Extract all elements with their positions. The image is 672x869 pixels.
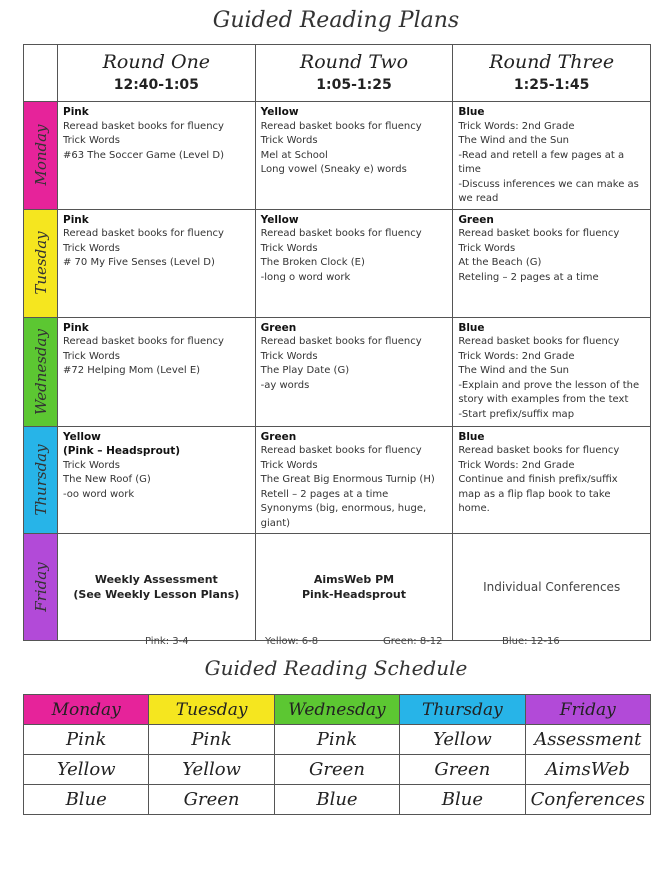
schedule-cell: Assessment — [525, 725, 650, 755]
schedule-cell: Blue — [24, 785, 149, 815]
plan-line: home. — [458, 503, 490, 514]
day-label: Tuesday — [31, 231, 50, 295]
day-label: Monday — [31, 124, 50, 186]
reading-group: Pink — [63, 213, 89, 226]
level-range: Green: 8-12 — [383, 636, 443, 647]
plan-line: The Great Big Enormous Turnip (H) — [260, 474, 435, 485]
schedule-day-header: Wednesday — [274, 695, 399, 725]
plan-cell — [255, 102, 453, 210]
reading-group: Green — [260, 430, 297, 443]
plan-line: Reread basket books for fluency — [63, 120, 224, 132]
friday-line: AimsWeb PM — [313, 573, 395, 586]
plan-cell — [255, 317, 453, 426]
plan-line: At the Beach (G) — [458, 257, 542, 268]
plan-line: story with examples from the text — [458, 394, 629, 405]
plan-cell — [58, 209, 256, 317]
plan-line: Reread basket books for fluency — [458, 228, 620, 239]
plan-line: The Wind and the Sun — [458, 135, 570, 146]
plan-line: Reteling – 2 pages at a time — [458, 271, 599, 283]
schedule-cell: Pink — [149, 725, 274, 755]
schedule-cell: Pink — [274, 725, 399, 755]
friday-line: Individual Conferences — [483, 580, 621, 594]
plan-line: The Play Date (G) — [260, 365, 350, 376]
day-label-cell — [24, 102, 58, 210]
reading-group-note: (Pink – Headsprout) — [63, 445, 181, 457]
plan-line: The New Roof (G) — [63, 474, 151, 485]
day-label: Thursday — [31, 444, 50, 516]
reading-group: Pink — [63, 321, 89, 334]
reading-group: Yellow — [260, 213, 299, 226]
day-label-cell — [24, 317, 58, 426]
rounds-header-row — [24, 45, 651, 102]
plan-line: Long vowel (Sneaky e) words — [260, 164, 407, 175]
day-label: Friday — [31, 562, 50, 612]
reading-group: Blue — [458, 321, 485, 334]
plan-line: map as a flip flap book to take — [458, 488, 611, 500]
round-time: 12:40-1:05 — [113, 77, 199, 93]
day-row-friday — [24, 534, 651, 641]
schedule-row — [24, 755, 651, 785]
schedule-header-row — [24, 695, 651, 725]
plan-line: Trick Words — [260, 350, 318, 362]
plan-line: Trick Words — [63, 135, 120, 146]
plan-line: Reread basket books for fluency — [260, 120, 422, 132]
plan-line: Retell – 2 pages at a time — [260, 488, 389, 500]
schedule-cell: Blue — [400, 785, 525, 815]
round-time: 1:05-1:25 — [316, 77, 392, 93]
plan-cell — [58, 102, 256, 210]
reading-group: Yellow — [260, 106, 299, 118]
plan-line: Trick Words — [260, 135, 318, 146]
plan-line: Trick Words — [260, 242, 318, 254]
day-label-cell — [24, 534, 58, 641]
plan-line: -Start prefix/suffix map — [458, 408, 575, 420]
level-range: Pink: 3-4 — [145, 636, 189, 647]
plans-table — [23, 44, 651, 641]
schedule-row — [24, 725, 651, 755]
friday-line: Pink-Headsprout — [301, 588, 406, 601]
plan-line: -Read and retell a few pages at a time — [458, 149, 625, 175]
plan-line: Trick Words — [63, 350, 120, 362]
plan-line: Trick Words: 2nd Grade — [458, 459, 575, 471]
schedule-cell: Green — [149, 785, 274, 815]
plan-line: Reread basket books for fluency — [260, 228, 422, 239]
level-range: Blue: 12-16 — [502, 636, 560, 647]
reading-group: Pink — [63, 106, 89, 118]
plan-line: Trick Words: 2nd Grade — [458, 120, 575, 132]
plan-line: -oo word work — [63, 488, 135, 500]
schedule-day-header: Friday — [525, 695, 650, 725]
schedule-day-header: Tuesday — [149, 695, 274, 725]
day-row-wednesday — [24, 317, 651, 426]
plan-line: -Discuss inferences we can make as — [458, 178, 639, 190]
plan-line: The Broken Clock (E) — [260, 257, 365, 268]
schedule-cell: Conferences — [525, 785, 650, 815]
round-name: Round Three — [489, 51, 615, 73]
schedule-cell: Pink — [24, 725, 149, 755]
friday-line: Weekly Assessment — [94, 573, 218, 586]
plan-line: Continue and finish prefix/suffix — [458, 474, 618, 485]
plan-cell — [255, 426, 453, 534]
plan-line: Synonyms (big, enormous, huge, giant) — [260, 503, 427, 529]
plan-line: we read — [458, 193, 499, 204]
day-row-tuesday — [24, 209, 651, 317]
plan-cell — [58, 317, 256, 426]
plan-line: Reread basket books for fluency — [260, 445, 422, 456]
plan-cell — [453, 317, 651, 426]
plan-line: -ay words — [260, 379, 310, 391]
plan-line: Reread basket books for fluency — [260, 336, 422, 347]
plan-line: Trick Words — [458, 242, 516, 254]
friday-cell — [58, 534, 256, 641]
schedule-cell: Green — [400, 755, 525, 785]
reading-group: Green — [458, 213, 494, 226]
plan-cell — [453, 102, 651, 210]
schedule-cell: AimsWeb — [525, 755, 650, 785]
day-label: Wednesday — [31, 328, 50, 415]
plan-line: Trick Words — [260, 459, 318, 471]
reading-group: Green — [260, 321, 297, 334]
schedule-cell: Yellow — [149, 755, 274, 785]
schedule-day-header: Thursday — [400, 695, 525, 725]
plan-line: Mel at School — [260, 149, 328, 161]
plan-line: Trick Words — [63, 242, 120, 254]
reading-group: Blue — [458, 106, 485, 118]
level-range: Yellow: 6-8 — [265, 636, 319, 647]
schedule-cell: Yellow — [400, 725, 525, 755]
plan-line: Trick Words: 2nd Grade — [458, 350, 575, 362]
schedule-table — [23, 694, 651, 815]
plan-cell — [255, 209, 453, 317]
page-title: Guided Reading Plans — [212, 8, 460, 33]
corner-cell — [24, 45, 58, 102]
schedule-row — [24, 785, 651, 815]
plan-cell — [453, 209, 651, 317]
plan-line: The Wind and the Sun — [458, 365, 570, 376]
schedule-cell: Blue — [274, 785, 399, 815]
friday-cell — [255, 534, 453, 641]
round-three-header — [453, 45, 651, 102]
schedule-cell: Green — [274, 755, 399, 785]
day-row-thursday — [24, 426, 651, 534]
reading-group: Blue — [458, 430, 485, 443]
plan-line: #63 The Soccer Game (Level D) — [63, 149, 224, 161]
plan-line: -long o word work — [260, 271, 351, 283]
schedule-day-header: Monday — [24, 695, 149, 725]
schedule-title: Guided Reading Schedule — [204, 656, 468, 680]
plan-line: #72 Helping Mom (Level E) — [63, 365, 201, 376]
friday-cell — [453, 534, 651, 641]
schedule-cell: Yellow — [24, 755, 149, 785]
round-one-header — [58, 45, 256, 102]
plan-line: -Explain and prove the lesson of the — [458, 379, 640, 391]
round-name: Round One — [102, 51, 211, 73]
round-time: 1:25-1:45 — [513, 77, 590, 93]
friday-line: (See Weekly Lesson Plans) — [73, 588, 240, 601]
plan-line: Reread basket books for fluency — [458, 445, 620, 456]
reading-group: Yellow — [63, 430, 101, 443]
round-name: Round Two — [299, 51, 409, 73]
plan-line: # 70 My Five Senses (Level D) — [63, 257, 215, 268]
plan-line: Reread basket books for fluency — [63, 336, 224, 347]
day-label-cell — [24, 209, 58, 317]
day-row-monday — [24, 102, 651, 210]
round-two-header — [255, 45, 453, 102]
plan-line: Reread basket books for fluency — [458, 336, 620, 347]
plan-cell — [58, 426, 256, 534]
day-label-cell — [24, 426, 58, 534]
plan-cell — [453, 426, 651, 534]
plan-line: Trick Words — [63, 459, 120, 471]
plan-line: Reread basket books for fluency — [63, 228, 224, 239]
